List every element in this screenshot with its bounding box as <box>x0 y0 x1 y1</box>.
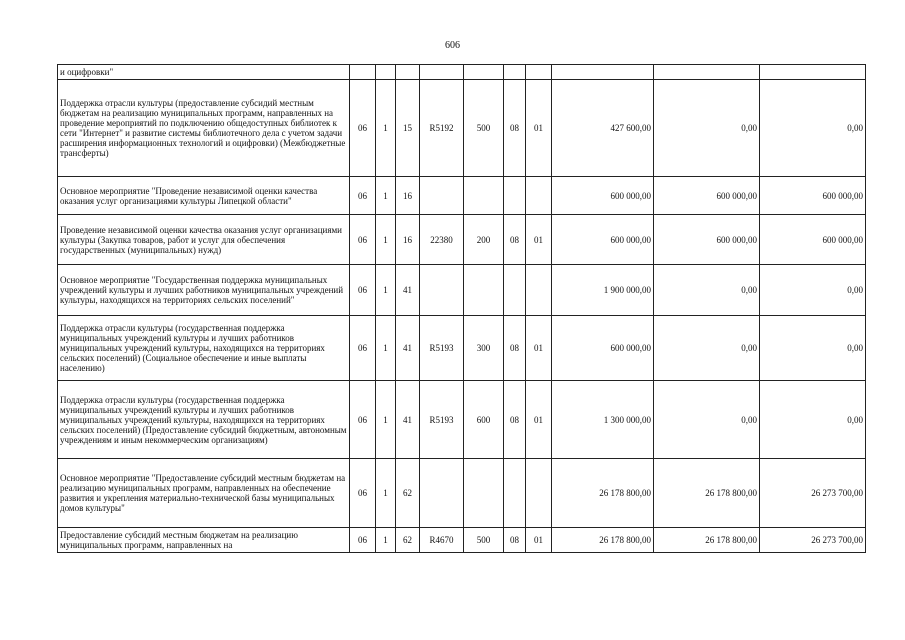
subsection-code: 01 <box>526 80 552 177</box>
amount-year-2: 26 178 800,00 <box>654 459 760 528</box>
event-code: 41 <box>396 265 420 316</box>
amount-year-3: 600 000,00 <box>760 215 866 265</box>
event-code <box>396 65 420 80</box>
section-code <box>504 65 526 80</box>
table-row <box>58 80 866 177</box>
subprogram-code: 1 <box>376 381 396 459</box>
amount-year-3: 0,00 <box>760 381 866 459</box>
target-article-code: R5192 <box>420 80 464 177</box>
amount-year-2: 0,00 <box>654 316 760 381</box>
event-code: 15 <box>396 80 420 177</box>
expense-type-code: 300 <box>464 316 504 381</box>
table-row <box>58 265 866 316</box>
page-number: 606 <box>445 40 460 51</box>
subsection-code: 01 <box>526 528 552 553</box>
subsection-code <box>526 265 552 316</box>
table-row <box>58 459 866 528</box>
expense-type-code: 500 <box>464 80 504 177</box>
amount-year-3: 600 000,00 <box>760 177 866 215</box>
event-code: 16 <box>396 215 420 265</box>
subsection-code <box>526 459 552 528</box>
section-code: 08 <box>504 215 526 265</box>
table-row <box>58 177 866 215</box>
subprogram-code: 1 <box>376 316 396 381</box>
row-description: Основное мероприятие "Проведение независимой оценки качества оказания услуг организациями культуры Липецкой области" <box>58 177 350 215</box>
amount-year-3: 0,00 <box>760 80 866 177</box>
amount-year-1: 1 900 000,00 <box>552 265 654 316</box>
target-article-code: R5193 <box>420 381 464 459</box>
program-code <box>350 65 376 80</box>
event-code: 16 <box>396 177 420 215</box>
expense-type-code: 600 <box>464 381 504 459</box>
expense-type-code <box>464 65 504 80</box>
event-code: 62 <box>396 528 420 553</box>
row-description: Основное мероприятие "Государственная поддержка муниципальных учреждений культуры и лучших работников муниципальных учреждений культуры, находящихся на территориях сельских поселений" <box>58 265 350 316</box>
subprogram-code <box>376 65 396 80</box>
program-code: 06 <box>350 316 376 381</box>
subprogram-code: 1 <box>376 265 396 316</box>
amount-year-2: 0,00 <box>654 381 760 459</box>
program-code: 06 <box>350 265 376 316</box>
amount-year-3: 0,00 <box>760 316 866 381</box>
table-row <box>58 316 866 381</box>
subprogram-code: 1 <box>376 528 396 553</box>
amount-year-1: 600 000,00 <box>552 316 654 381</box>
amount-year-2: 0,00 <box>654 80 760 177</box>
target-article-code <box>420 177 464 215</box>
subsection-code <box>526 65 552 80</box>
event-code: 41 <box>396 381 420 459</box>
amount-year-2 <box>654 65 760 80</box>
table-row <box>58 65 866 80</box>
row-description: Поддержка отрасли культуры (государственная поддержка муниципальных учреждений культуры и лучших работников муниципальных учреждений культуры, находящихся на территориях сельских поселений) (Социальное обеспечение и иные выплаты населению) <box>58 316 350 381</box>
section-code: 08 <box>504 528 526 553</box>
subprogram-code: 1 <box>376 80 396 177</box>
event-code: 62 <box>396 459 420 528</box>
program-code: 06 <box>350 381 376 459</box>
row-description: Проведение независимой оценки качества оказания услуг организациями культуры (Закупка товаров, работ и услуг для обеспечения государственных (муниципальных) нужд) <box>58 215 350 265</box>
expense-type-code: 200 <box>464 215 504 265</box>
budget-table <box>57 64 866 553</box>
amount-year-2: 0,00 <box>654 265 760 316</box>
target-article-code <box>420 459 464 528</box>
program-code: 06 <box>350 459 376 528</box>
target-article-code: R5193 <box>420 316 464 381</box>
program-code: 06 <box>350 215 376 265</box>
amount-year-1: 1 300 000,00 <box>552 381 654 459</box>
subsection-code: 01 <box>526 316 552 381</box>
amount-year-2: 26 178 800,00 <box>654 528 760 553</box>
amount-year-1: 600 000,00 <box>552 177 654 215</box>
row-description: Основное мероприятие "Предоставление субсидий местным бюджетам на реализацию муниципальных программ, направленных на обеспечение развития и укрепления материально-технической базы муниципальных домов культуры" <box>58 459 350 528</box>
subsection-code: 01 <box>526 215 552 265</box>
amount-year-1 <box>552 65 654 80</box>
row-description: Поддержка отрасли культуры (государственная поддержка муниципальных учреждений культуры и лучших работников муниципальных учреждений культуры, находящихся на территориях сельских поселений) (Предоставление субсидий бюджетным, автономным учреждениям и иным некоммерческим организациям) <box>58 381 350 459</box>
table-row <box>58 528 866 553</box>
amount-year-1: 427 600,00 <box>552 80 654 177</box>
amount-year-2: 600 000,00 <box>654 177 760 215</box>
amount-year-3 <box>760 65 866 80</box>
subprogram-code: 1 <box>376 459 396 528</box>
amount-year-1: 600 000,00 <box>552 215 654 265</box>
program-code: 06 <box>350 177 376 215</box>
section-code: 08 <box>504 316 526 381</box>
section-code: 08 <box>504 80 526 177</box>
section-code <box>504 459 526 528</box>
table-row <box>58 215 866 265</box>
target-article-code: 22380 <box>420 215 464 265</box>
target-article-code <box>420 265 464 316</box>
amount-year-1: 26 178 800,00 <box>552 459 654 528</box>
row-description: Предоставление субсидий местным бюджетам на реализацию муниципальных программ, направленных на <box>58 528 350 553</box>
program-code: 06 <box>350 80 376 177</box>
amount-year-3: 26 273 700,00 <box>760 459 866 528</box>
subprogram-code: 1 <box>376 177 396 215</box>
expense-type-code <box>464 177 504 215</box>
amount-year-1: 26 178 800,00 <box>552 528 654 553</box>
expense-type-code <box>464 265 504 316</box>
subprogram-code: 1 <box>376 215 396 265</box>
target-article-code: R4670 <box>420 528 464 553</box>
row-description: и оцифровки" <box>58 65 350 80</box>
table-row <box>58 381 866 459</box>
row-description: Поддержка отрасли культуры (предоставление субсидий местным бюджетам на реализацию муниципальных программ, направленных на проведение мероприятий по подключению общедоступных библиотек к сети "Интернет" и развитие системы библиотечного дела с учетом задачи расширения информационных технологий и оцифровки) (Межбюджетные трансферты) <box>58 80 350 177</box>
subsection-code <box>526 177 552 215</box>
expense-type-code <box>464 459 504 528</box>
program-code: 06 <box>350 528 376 553</box>
event-code: 41 <box>396 316 420 381</box>
amount-year-2: 600 000,00 <box>654 215 760 265</box>
target-article-code <box>420 65 464 80</box>
amount-year-3: 26 273 700,00 <box>760 528 866 553</box>
section-code: 08 <box>504 381 526 459</box>
expense-type-code: 500 <box>464 528 504 553</box>
amount-year-3: 0,00 <box>760 265 866 316</box>
section-code <box>504 265 526 316</box>
subsection-code: 01 <box>526 381 552 459</box>
section-code <box>504 177 526 215</box>
